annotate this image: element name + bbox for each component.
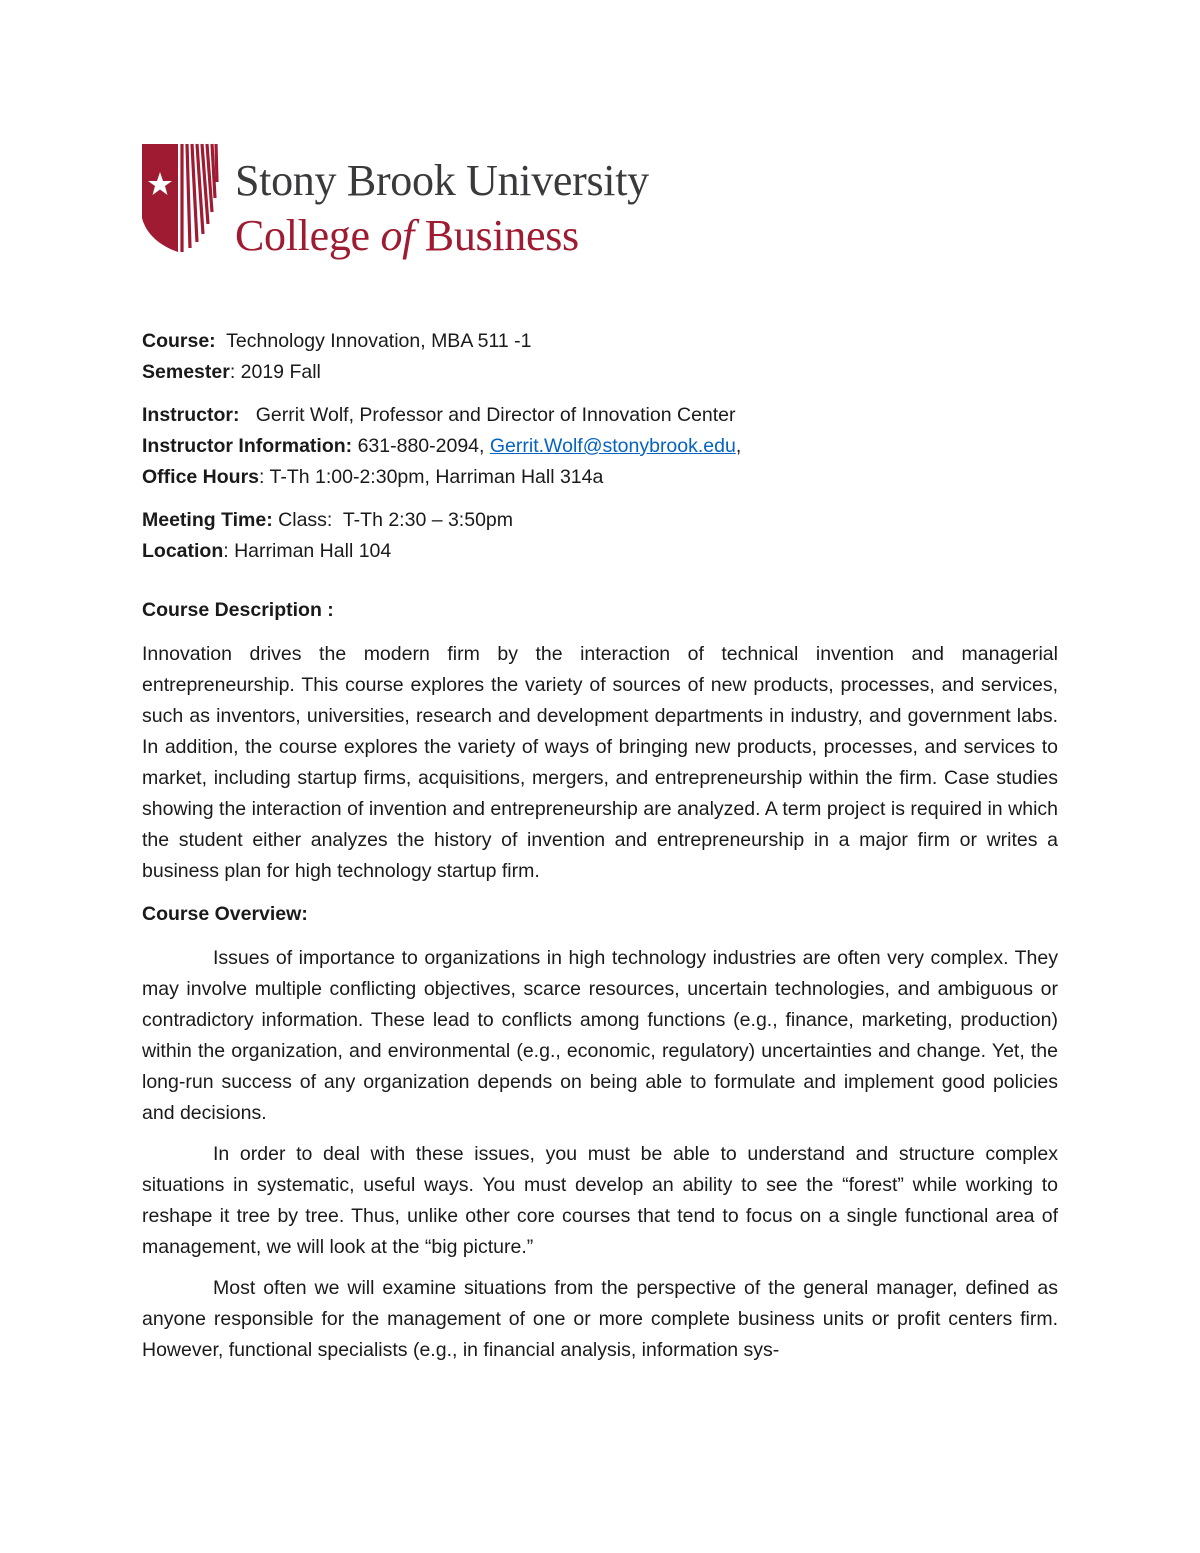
course-label: Course: (142, 330, 216, 352)
instructor-phone: 631-880-2094, (352, 435, 490, 457)
instructor-info-line (142, 431, 1058, 462)
semester-label: Semester (142, 361, 230, 383)
logo-university-name: Stony Brook University (235, 156, 649, 205)
syllabus-content (142, 326, 1058, 1366)
logo-college-pre: College (235, 211, 381, 260)
location-line (142, 536, 1058, 567)
overview-paragraph: Most often we will examine situations from the perspective of the general manager, defined as anyone responsible for the management of one or more complete business units or profit centers firm. However, functional specialists (e.g., in financial analysis, information sys- (142, 1277, 1058, 1361)
instructor-email-link[interactable]: Gerrit.Wolf@stonybrook.edu (489, 435, 736, 457)
course-description-heading: Course Description : (142, 599, 334, 621)
instructor-label: Instructor: (142, 404, 240, 426)
course-description-body: Innovation drives the modern firm by the interaction of technical invention and managerial entrepreneurship. This course explores the variety of sources of new products, processes, and services, such as inventors, universities, research and development departments in industry, and government labs. In addition, the course explores the variety of ways of bringing new products, processes, and services to market, including startup firms, acquisitions, mergers, and entrepreneurship within the firm. Case studies showing the interaction of invention and entrepreneurship are analyzed. A term project is required in which the student either analyzes the history of invention and entrepreneurship in a major firm or writes a business plan for high technology startup firm. (142, 643, 1058, 882)
course-line (142, 326, 1058, 357)
semester-line (142, 357, 1058, 388)
logo-college-of: of (380, 211, 415, 260)
overview-paragraph: Issues of importance to organizations in high technology industries are often very complex. They may involve multiple conflicting objectives, scarce resources, uncertain technologies, and ambiguous or contradictory information. These lead to conflicts among functions (e.g., finance, marketing, production) within the organization, and environmental (e.g., economic, regulatory) uncertainties and change. Yet, the long-run success of any organization depends on being able to formulate and implement good policies and decisions. (142, 947, 1058, 1124)
instructor-info-tail: , (735, 435, 742, 457)
office-hours-line (142, 462, 1058, 493)
instructor-info-label: Instructor Information: (142, 435, 353, 457)
course-overview-heading: Course Overview: (142, 903, 308, 925)
location-value: : Harriman Hall 104 (223, 540, 392, 562)
office-hours-label: Office Hours (142, 466, 260, 488)
shield-star-icon (140, 140, 220, 265)
semester-value: : 2019 Fall (229, 361, 321, 383)
meeting-time-value: Class: T-Th 2:30 – 3:50pm (272, 509, 514, 531)
logo-college-post: Business (414, 211, 579, 260)
instructor-value: Gerrit Wolf, Professor and Director of Innovation Center (239, 404, 736, 426)
meeting-time-line (142, 505, 1058, 536)
overview-paragraph: In order to deal with these issues, you must be able to understand and structure complex situations in systematic, useful ways. You must develop an ability to see the “forest” while working to reshape it tree by tree. Thus, unlike other core courses that tend to focus on a single functional area of management, we will look at the “big picture.” (142, 1143, 1058, 1258)
logo-college-name (235, 211, 579, 260)
meeting-time-label: Meeting Time: (142, 509, 273, 531)
instructor-line (142, 400, 1058, 431)
office-hours-value: : T-Th 1:00-2:30pm, Harriman Hall 314a (259, 466, 604, 488)
university-logo (140, 140, 720, 265)
course-value: Technology Innovation, MBA 511 -1 (215, 330, 532, 352)
location-label: Location (142, 540, 224, 562)
